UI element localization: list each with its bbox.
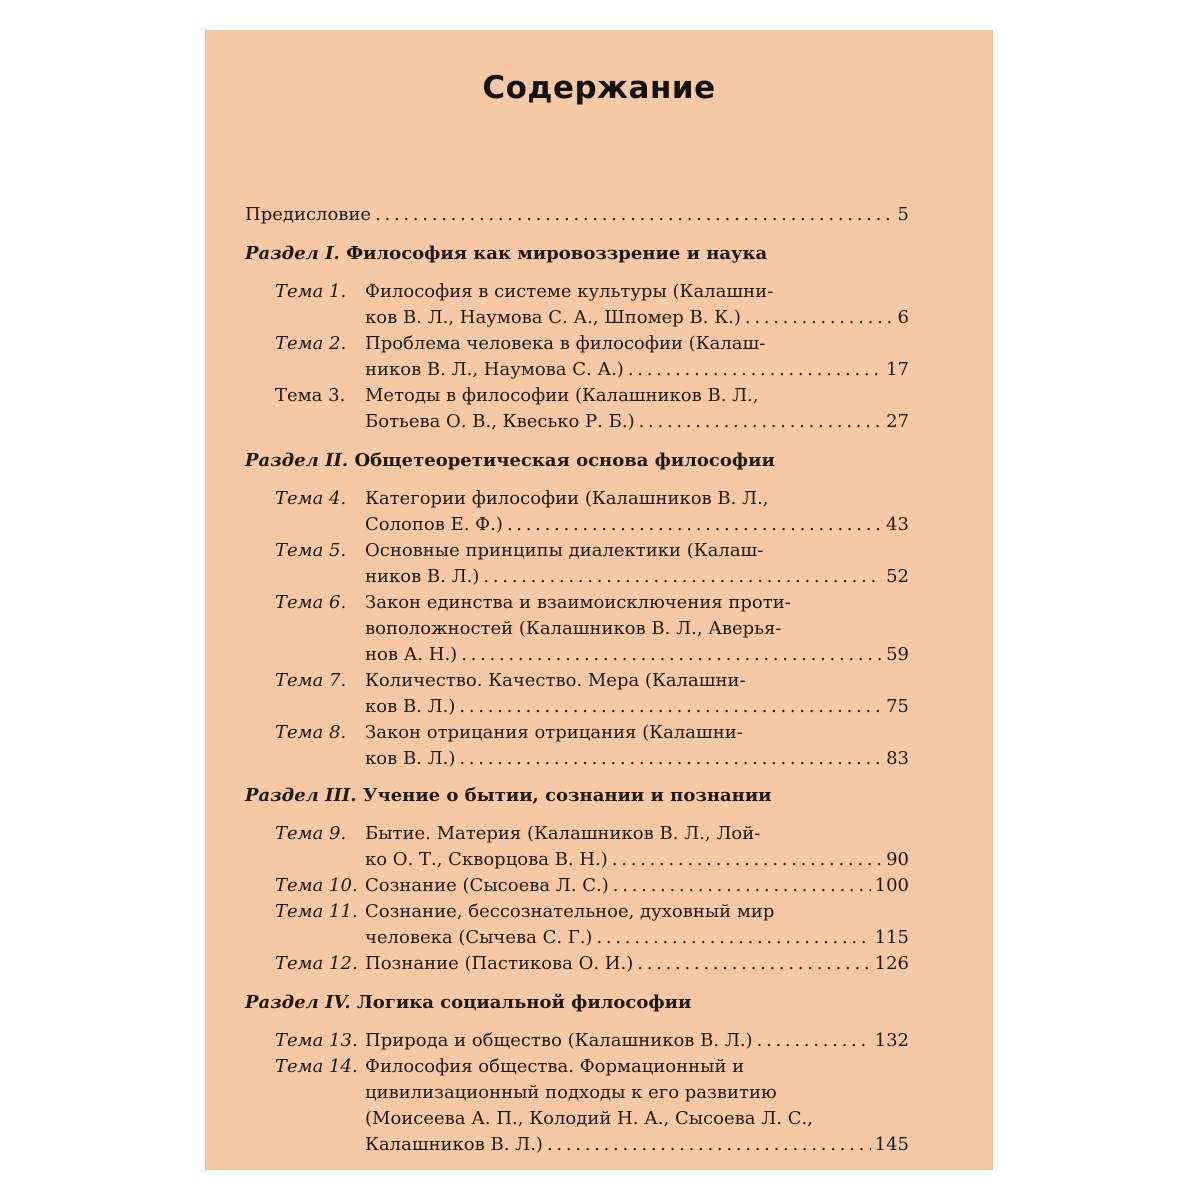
entry-text: человека (Сычева С. Г.) [365, 927, 593, 948]
entry-text: Предисловие [245, 204, 372, 225]
entry-text: нов А. Н.) [365, 644, 458, 665]
entry-text: Солопов Е. Ф.) [365, 514, 503, 535]
dot-leader [639, 409, 883, 435]
section-label: Раздел II. [245, 450, 349, 471]
topic-label: Тема 2. [275, 333, 347, 354]
section-heading [245, 990, 913, 1016]
entry-text-line: Закон отрицания отрицания (Калашни- [365, 722, 743, 743]
entry-text: Калашников В. Л.) [365, 1134, 543, 1155]
dot-leader [483, 564, 882, 590]
dot-leader [459, 746, 882, 772]
dot-leader [461, 642, 882, 668]
entry-text-line: Философия общества. Формационный и [365, 1056, 745, 1077]
entry-text: Ботьева О. В., Квесько Р. Б.) [365, 411, 635, 432]
page-number: 43 [886, 514, 909, 535]
toc-entry-last-line [365, 564, 909, 590]
toc-entry-last-line [365, 925, 909, 951]
entry-text: Познание (Пастикова О. И.) [365, 953, 634, 974]
entry-text-line: цивилизационный подходы к его развитию [365, 1082, 777, 1103]
page-number: 100 [874, 875, 909, 896]
toc-entry-last-line [365, 847, 909, 873]
page-number: 83 [886, 748, 909, 769]
entry-text-line: Основные принципы диалектики (Калаш- [365, 540, 764, 561]
page-number: 59 [886, 644, 909, 665]
page-number: 90 [886, 849, 909, 870]
entry-text: ко О. Т., Скворцова В. Н.) [365, 849, 608, 870]
page-number: 75 [886, 696, 909, 717]
page-number: 27 [886, 411, 909, 432]
entry-text-line: Проблема человека в философии (Калаш- [365, 333, 766, 354]
toc-entry-last-line [365, 951, 909, 977]
page-number: 132 [874, 1030, 909, 1051]
toc-entry-last-line [365, 357, 909, 383]
page-number: 6 [897, 307, 909, 328]
section-label: Раздел III. [245, 785, 357, 806]
entry-text-line: Бытие. Материя (Калашников В. Л., Лой- [365, 823, 761, 844]
toc-entry-last-line [365, 1028, 909, 1054]
entry-text: ков В. Л., Наумова С. А., Шпомер В. К.) [365, 307, 741, 328]
toc-entry-last-line [365, 873, 909, 899]
entry-text-line: Методы в философии (Калашников В. Л., [365, 385, 759, 406]
toc-entry-last-line [365, 642, 909, 668]
entry-text: Природа и общество (Калашников В. Л.) [365, 1030, 753, 1051]
dot-leader [459, 694, 882, 720]
book-page [205, 30, 993, 1170]
entry-text-line: (Моисеева А. П., Колодий Н. А., Сысоева Л. С., [365, 1108, 813, 1129]
topic-label: Тема 7. [275, 670, 347, 691]
toc-entry-last-line [365, 512, 909, 538]
topic-label: Тема 12. [275, 953, 358, 974]
entry-text-line: Категории философии (Калашников В. Л., [365, 488, 769, 509]
entry-text-line: Закон единства и взаимоисключения проти- [365, 592, 791, 613]
section-heading [245, 783, 913, 809]
dot-leader [596, 925, 870, 951]
toc-entry-last-line [365, 1132, 909, 1158]
entry-text: ков В. Л.) [365, 696, 456, 717]
topic-label: Тема 11. [275, 901, 358, 922]
page-number: 115 [874, 927, 909, 948]
topic-label: Тема 13. [275, 1030, 358, 1051]
section-heading [245, 448, 913, 474]
topic-label: Тема 14. [275, 1056, 358, 1077]
section-label: Раздел IV. [245, 992, 351, 1013]
dot-leader [375, 202, 893, 228]
dot-leader [745, 305, 894, 331]
entry-text-line: воположностей (Калашников В. Л., Аверья- [365, 618, 782, 639]
section-title: Логика социальной философии [356, 992, 692, 1013]
topic-label: Тема 8. [275, 722, 347, 743]
topic-label: Тема 4. [275, 488, 347, 509]
toc-entry-last-line [365, 694, 909, 720]
dot-leader [507, 512, 882, 538]
dot-leader [757, 1028, 871, 1054]
table-of-contents [205, 30, 993, 1170]
entry-text: ников В. Л.) [365, 566, 480, 587]
section-heading [245, 241, 913, 267]
section-title: Учение о бытии, сознании и познании [362, 785, 772, 806]
dot-leader [637, 951, 870, 977]
topic-label: Тема 5. [275, 540, 347, 561]
page-number: 17 [886, 359, 909, 380]
entry-text-line: Сознание, бессознательное, духовный мир [365, 901, 775, 922]
page-number: 52 [886, 566, 909, 587]
dot-leader [612, 847, 882, 873]
section-title: Философия как мировоззрение и наука [346, 243, 768, 264]
entry-text: ков В. Л.) [365, 748, 456, 769]
section-title: Общетеоретическая основа философии [354, 450, 775, 471]
topic-label: Тема 3. [275, 385, 346, 406]
topic-label: Тема 10. [275, 875, 358, 896]
entry-text-line: Философия в системе культуры (Калашни- [365, 281, 774, 302]
toc-entry-last-line [245, 202, 909, 228]
dot-leader [628, 357, 882, 383]
page-number: 145 [874, 1134, 909, 1155]
page-title: Содержание [482, 70, 716, 106]
dot-leader [613, 873, 871, 899]
entry-text-line: Количество. Качество. Мера (Калашни- [365, 670, 746, 691]
dot-leader [547, 1132, 871, 1158]
toc-entry-last-line [365, 746, 909, 772]
page-number: 5 [897, 204, 909, 225]
entry-text: ников В. Л., Наумова С. А.) [365, 359, 624, 380]
section-label: Раздел I. [245, 243, 340, 264]
topic-label: Тема 1. [275, 281, 347, 302]
toc-entry-last-line [365, 305, 909, 331]
topic-label: Тема 9. [275, 823, 347, 844]
toc-entry-last-line [365, 409, 909, 435]
topic-label: Тема 6. [275, 592, 347, 613]
page-number: 126 [874, 953, 909, 974]
entry-text: Сознание (Сысоева Л. С.) [365, 875, 609, 896]
